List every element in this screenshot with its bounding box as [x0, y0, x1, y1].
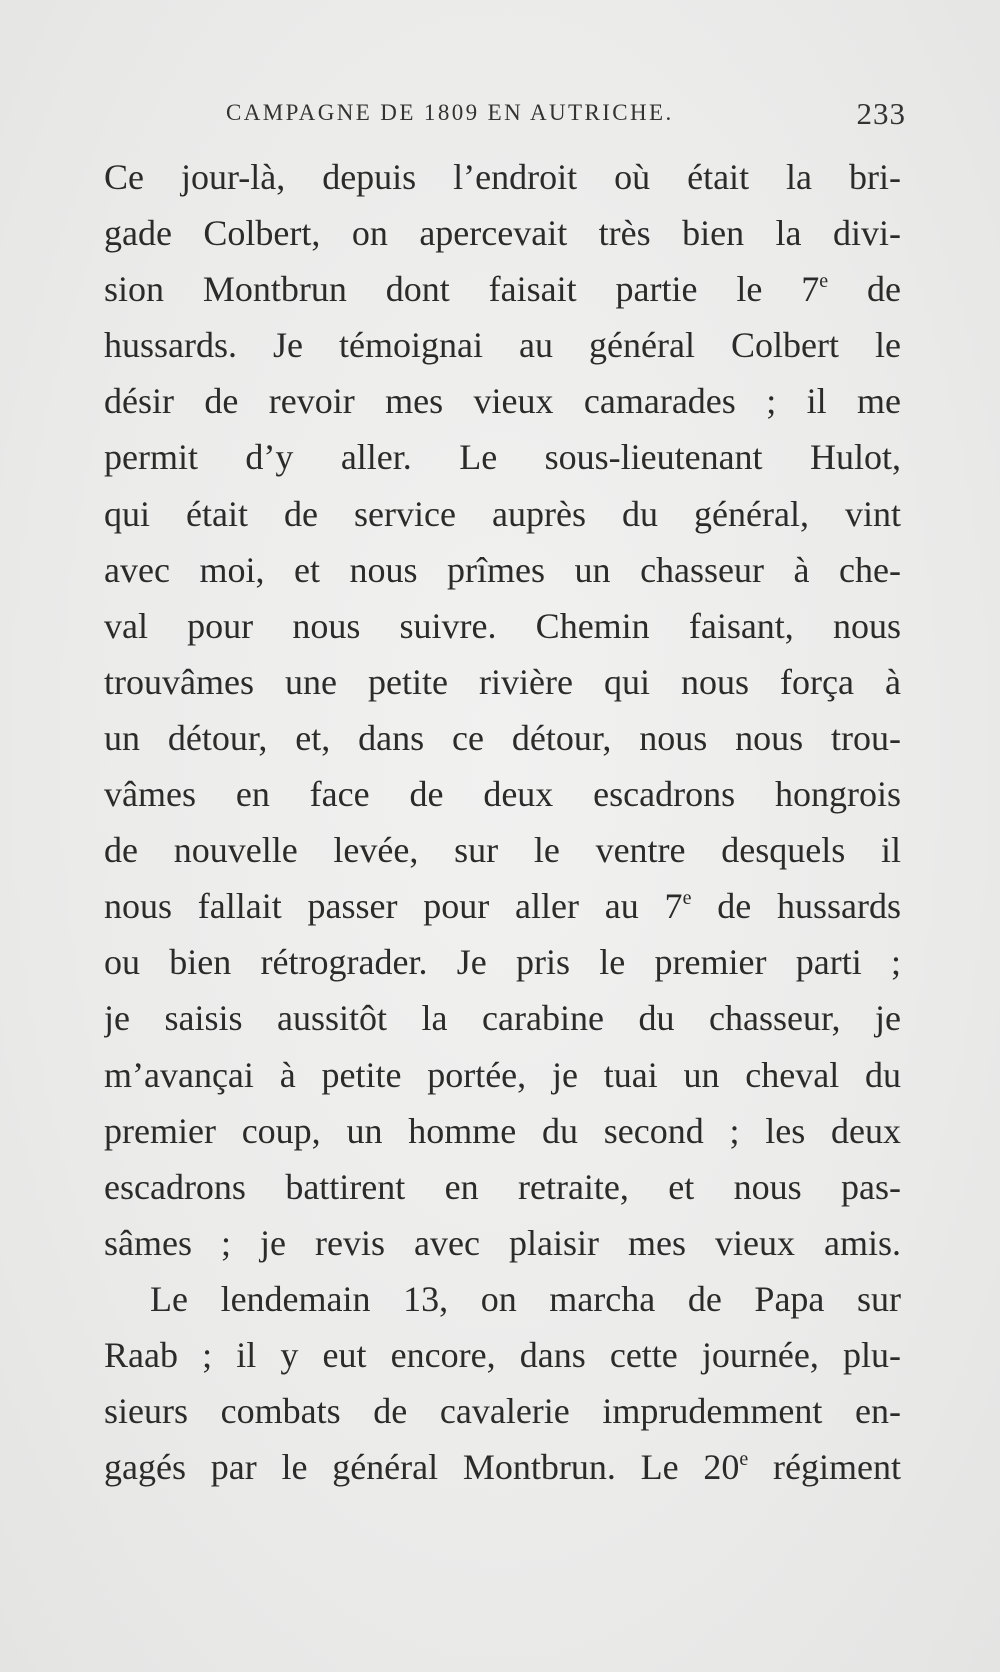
text-line: Le lendemain 13, on marcha de Papa sur: [150, 1278, 901, 1319]
text-line: désir de revoir mes vieux camarades ; il me: [104, 381, 901, 422]
text-line: premier coup, un homme du second ; les deux: [104, 1110, 901, 1151]
text-line: de nouvelle levée, sur le ventre desquels il: [104, 830, 901, 871]
text-line: Ce jour-là, depuis l’endroit où était la bri-: [104, 157, 901, 197]
superscript: e: [682, 887, 692, 910]
text-line: [104, 878, 901, 934]
text-span: régiment: [748, 1447, 901, 1488]
text-span: nous fallait passer pour aller au 7: [104, 886, 683, 927]
page-number: 233: [856, 96, 906, 131]
text-line: avec moi, et nous prîmes un chasseur à che-: [104, 549, 901, 590]
text-line: permit d’y aller. Le sous-lieutenant Hulot,: [104, 437, 901, 478]
text-line: escadrons battirent en retraite, et nous pas-: [104, 1166, 901, 1207]
text-line: trouvâmes une petite rivière qui nous força à: [104, 661, 901, 702]
text-line: vâmes en face de deux escadrons hongrois: [104, 774, 901, 815]
text-body: [104, 149, 901, 1495]
text-line: [104, 1439, 901, 1495]
superscript: e: [739, 1448, 749, 1471]
text-span: sion Montbrun dont faisait partie le 7: [104, 269, 820, 310]
text-line: gade Colbert, on apercevait très bien la divi-: [104, 213, 901, 254]
superscript: e: [819, 270, 829, 293]
text-span: de: [828, 269, 901, 310]
text-line: qui était de service auprès du général, vint: [104, 493, 901, 534]
text-line: ou bien rétrograder. Je pris le premier parti ;: [104, 942, 901, 983]
text-line: val pour nous suivre. Chemin faisant, nous: [104, 605, 901, 646]
text-line: [104, 261, 901, 317]
running-title: CAMPAGNE DE 1809 EN AUTRICHE.: [226, 100, 674, 125]
text-line: un détour, et, dans ce détour, nous nous trou-: [104, 717, 901, 758]
text-span: gagés par le général Montbrun. Le 20: [104, 1447, 740, 1488]
text-line: hussards. Je témoignai au général Colbert le: [104, 325, 901, 366]
text-line: sieurs combats de cavalerie imprudemment en-: [104, 1391, 901, 1432]
text-line: m’avançai à petite portée, je tuai un cheval du: [104, 1054, 901, 1095]
running-head: [226, 96, 906, 136]
text-span: de hussards: [691, 886, 901, 927]
text-line: je saisis aussitôt la carabine du chasseur, je: [104, 998, 901, 1039]
text-line: Raab ; il y eut encore, dans cette journée, plu-: [104, 1334, 901, 1375]
text-line: sâmes ; je revis avec plaisir mes vieux amis.: [104, 1222, 901, 1263]
